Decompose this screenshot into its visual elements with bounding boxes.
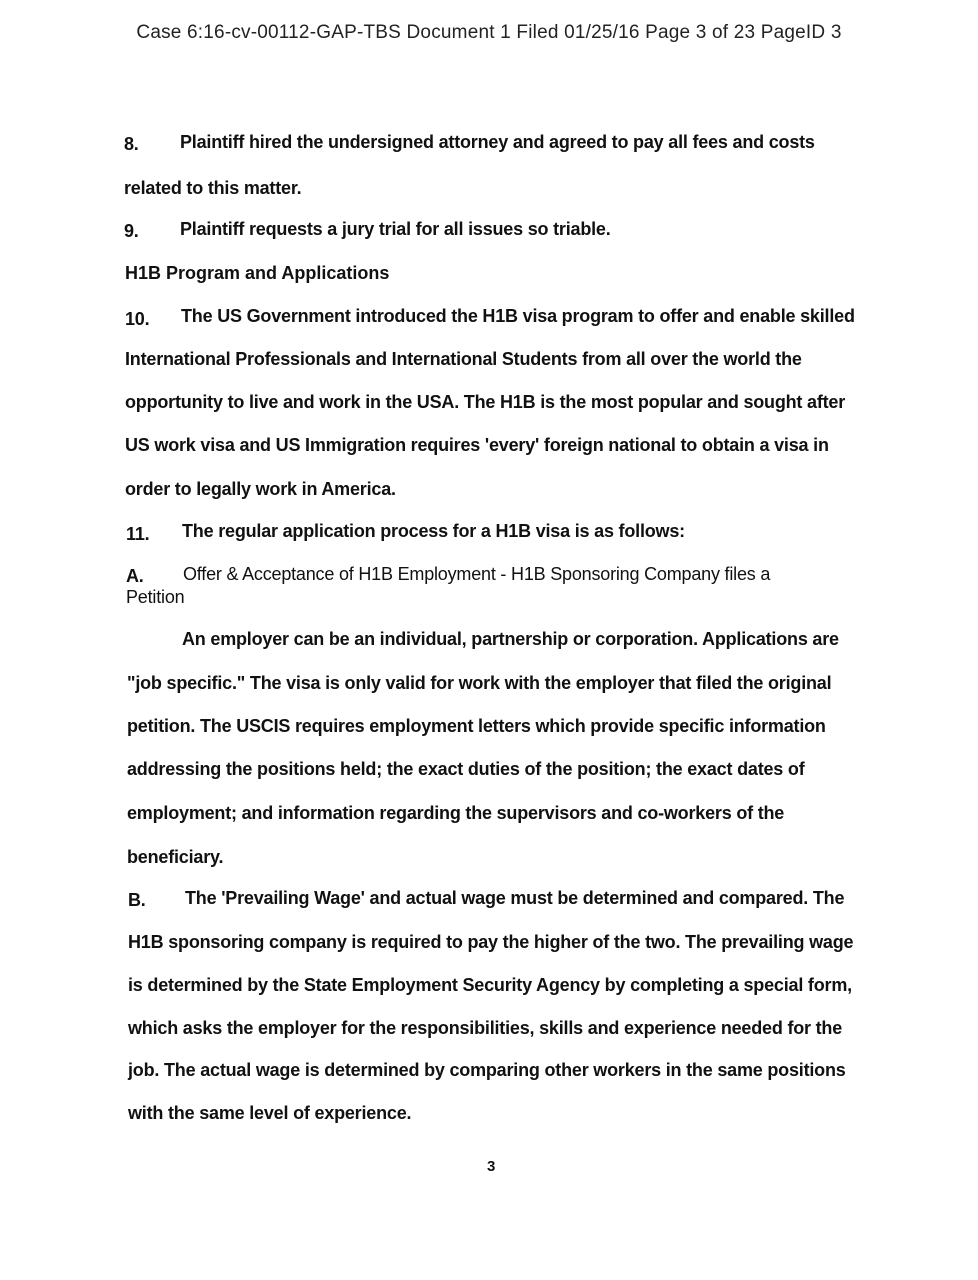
item-line: H1B sponsoring company is required to pay the higher of the two. The prevailing wage xyxy=(128,932,854,952)
body-line: employment; and information regarding the supervisors and co-workers of the xyxy=(127,803,785,823)
case-header: Case 6:16-cv-00112-GAP-TBS Document 1 Filed 01/25/16 Page 3 of 23 PageID 3 xyxy=(136,22,842,43)
item-line: The 'Prevailing Wage' and actual wage must be determined and compared. The xyxy=(185,888,845,908)
page-number: 3 xyxy=(487,1158,496,1175)
body-line: beneficiary. xyxy=(127,847,224,867)
item-line: job. The actual wage is determined by comparing other workers in the same positions xyxy=(128,1060,846,1080)
paragraph-line: International Professionals and International Students from all over the world the xyxy=(125,349,802,369)
body-line: "job specific." The visa is only valid for work with the employer that filed the original xyxy=(127,673,832,693)
item-line: is determined by the State Employment Security Agency by completing a special form, xyxy=(128,975,852,995)
body-line: addressing the positions held; the exact duties of the position; the exact dates of xyxy=(127,759,805,779)
paragraph-line: Plaintiff requests a jury trial for all issues so triable. xyxy=(180,219,611,239)
item-line: which asks the employer for the responsibilities, skills and experience needed for the xyxy=(128,1018,843,1038)
item-letter: B. xyxy=(128,890,146,910)
paragraph-line: The US Government introduced the H1B visa program to offer and enable skilled xyxy=(181,306,855,326)
paragraph-number: 9. xyxy=(124,221,139,241)
paragraph-line: US work visa and US Immigration requires 'every' foreign national to obtain a visa in xyxy=(125,435,829,455)
paragraph-number: 8. xyxy=(124,134,139,154)
paragraph-line: opportunity to live and work in the USA. The H1B is the most popular and sought after xyxy=(125,392,846,412)
paragraph-line: The regular application process for a H1B visa is as follows: xyxy=(182,521,685,541)
body-line: petition. The USCIS requires employment letters which provide specific information xyxy=(127,716,826,736)
item-line: Petition xyxy=(126,587,185,607)
paragraph-number: 10. xyxy=(125,309,150,329)
item-line: Offer & Acceptance of H1B Employment - H1B Sponsoring Company files a xyxy=(183,564,771,584)
paragraph-line: Plaintiff hired the undersigned attorney and agreed to pay all fees and costs xyxy=(180,132,815,152)
body-line: An employer can be an individual, partnership or corporation. Applications are xyxy=(182,629,839,649)
item-line: with the same level of experience. xyxy=(128,1103,412,1123)
paragraph-number: 11. xyxy=(126,524,150,544)
item-letter: A. xyxy=(126,566,144,586)
paragraph-line: order to legally work in America. xyxy=(125,479,396,499)
section-heading: H1B Program and Applications xyxy=(125,263,390,283)
paragraph-line: related to this matter. xyxy=(124,178,302,198)
